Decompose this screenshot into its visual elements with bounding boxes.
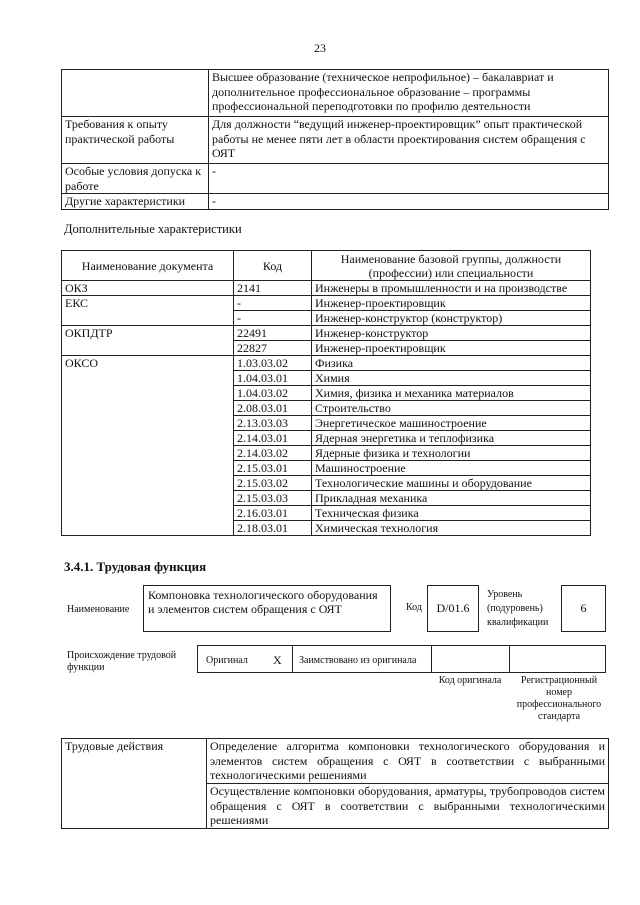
table-row — [62, 401, 591, 416]
origin-label: Происхождение трудовой функции — [67, 650, 177, 673]
level-label: Уровень (подуровень) квалификации — [487, 589, 549, 628]
document-name-cell — [62, 371, 234, 386]
labor-action-item: Определение алгоритма компоновки технологического оборудования и элементов систем обращения с ОЯТ в соответствии с выбранными технологическими решениями — [207, 739, 609, 784]
document-name-cell — [62, 491, 234, 506]
code-cell: 2.08.03.01 — [234, 401, 312, 416]
requirement-label: Требования к опыту практической работы — [62, 117, 209, 164]
code-cell: 2.15.03.01 — [234, 461, 312, 476]
group-name-cell: Прикладная механика — [312, 491, 591, 506]
requirement-label — [62, 70, 209, 117]
document-name-cell — [62, 431, 234, 446]
reg-number-caption: Регистрационный номер профессионального стандарта — [516, 675, 602, 722]
document-name-cell — [62, 506, 234, 521]
table-row — [62, 491, 591, 506]
group-name-cell: Строительство — [312, 401, 591, 416]
code-cell: - — [234, 296, 312, 311]
additional-heading: Дополнительные характеристики — [64, 222, 242, 236]
table-row — [62, 164, 609, 194]
document-name-cell: ЕКС — [62, 296, 234, 311]
code-label: Код — [406, 602, 422, 613]
name-label: Наименование — [67, 604, 130, 615]
document-name-cell — [62, 311, 234, 326]
document-name-cell — [62, 341, 234, 356]
table-row — [62, 416, 591, 431]
code-cell: - — [234, 311, 312, 326]
document-name-cell: ОКСО — [62, 356, 234, 371]
table-row — [62, 739, 609, 784]
table-row — [62, 194, 609, 210]
table-row — [62, 371, 591, 386]
table-row — [62, 521, 591, 536]
function-name: Компоновка технологического оборудования и элементов систем обращения с ОЯТ — [143, 585, 391, 632]
group-name-cell: Ядерные физика и технологии — [312, 446, 591, 461]
requirement-value: - — [209, 194, 609, 210]
group-name-cell: Машиностроение — [312, 461, 591, 476]
additional-table — [61, 250, 591, 536]
table-row — [62, 296, 591, 311]
code-cell: 2.13.03.03 — [234, 416, 312, 431]
group-name-cell: Технологические машины и оборудование — [312, 476, 591, 491]
table-row — [62, 446, 591, 461]
column-header: Код — [234, 251, 312, 281]
labor-action-item: Осуществление компоновки оборудования, арматуры, трубопроводов систем обращения с ОЯТ в соответствии с выбранными технологическими решениями — [207, 784, 609, 829]
table-row — [62, 281, 591, 296]
table-row — [62, 311, 591, 326]
group-name-cell: Техническая физика — [312, 506, 591, 521]
column-header: Наименование документа — [62, 251, 234, 281]
table-row — [62, 431, 591, 446]
labor-actions-table — [61, 738, 609, 829]
origin-code-caption: Код оригинала — [438, 675, 502, 686]
group-name-cell: Энергетическое машиностроение — [312, 416, 591, 431]
table-row — [62, 326, 591, 341]
group-name-cell: Ядерная энергетика и теплофизика — [312, 431, 591, 446]
table-row — [62, 386, 591, 401]
document-name-cell — [62, 476, 234, 491]
labor-function-heading: 3.4.1. Трудовая функция — [64, 559, 207, 574]
requirements-table — [61, 69, 609, 210]
table-row — [62, 476, 591, 491]
level-value: 6 — [561, 585, 606, 632]
group-name-cell: Инженер-конструктор — [312, 326, 591, 341]
requirement-value: Для должности “ведущий инженер-проектировщик” опыт практической работы не менее пяти лет в области проектирования систем обращения с ОЯТ — [209, 117, 609, 164]
group-name-cell: Химия — [312, 371, 591, 386]
document-name-cell — [62, 386, 234, 401]
table-row — [62, 506, 591, 521]
document-name-cell: ОКПДТР — [62, 326, 234, 341]
table-row — [62, 70, 609, 117]
function-code: D/01.6 — [427, 585, 479, 632]
group-name-cell: Инженер-конструктор (конструктор) — [312, 311, 591, 326]
table-row — [62, 341, 591, 356]
group-name-cell: Инженеры в промышленности и на производстве — [312, 281, 591, 296]
group-name-cell: Химическая технология — [312, 521, 591, 536]
borrowed-cell — [292, 645, 432, 673]
reg-number-cell — [509, 645, 606, 673]
code-cell: 2.18.03.01 — [234, 521, 312, 536]
code-cell: 2.16.03.01 — [234, 506, 312, 521]
document-name-cell — [62, 521, 234, 536]
code-cell: 2141 — [234, 281, 312, 296]
original-mark: X — [273, 653, 282, 667]
code-cell: 2.14.03.01 — [234, 431, 312, 446]
document-name-cell: ОКЗ — [62, 281, 234, 296]
group-name-cell: Инженер-проектировщик — [312, 341, 591, 356]
document-name-cell — [62, 416, 234, 431]
code-cell: 22491 — [234, 326, 312, 341]
column-header: Наименование базовой группы, должности (профессии) или специальности — [312, 251, 591, 281]
document-name-cell — [62, 446, 234, 461]
table-row — [62, 356, 591, 371]
original-cell — [197, 645, 293, 673]
table-row — [62, 461, 591, 476]
group-name-cell: Инженер-проектировщик — [312, 296, 591, 311]
requirement-value: Высшее образование (техническое непрофильное) – бакалавриат и дополнительное профессиональное образование – программы профессиональной переподготовки по профилю деятельности — [209, 70, 609, 117]
code-cell: 2.15.03.03 — [234, 491, 312, 506]
table-header-row — [62, 251, 591, 281]
origin-code-cell — [431, 645, 510, 673]
code-cell: 22827 — [234, 341, 312, 356]
group-name-cell: Физика — [312, 356, 591, 371]
document-name-cell — [62, 461, 234, 476]
code-cell: 1.04.03.01 — [234, 371, 312, 386]
code-cell: 2.14.03.02 — [234, 446, 312, 461]
table-row — [62, 117, 609, 164]
code-cell: 1.03.03.02 — [234, 356, 312, 371]
borrowed-label: Заимствовано из оригинала — [299, 655, 417, 666]
code-cell: 1.04.03.02 — [234, 386, 312, 401]
requirement-label: Особые условия допуска к работе — [62, 164, 209, 194]
requirement-label: Другие характеристики — [62, 194, 209, 210]
group-name-cell: Химия, физика и механика материалов — [312, 386, 591, 401]
original-label: Оригинал — [206, 655, 248, 666]
labor-actions-label: Трудовые действия — [62, 739, 207, 829]
page-number: 23 — [314, 41, 326, 55]
document-name-cell — [62, 401, 234, 416]
code-cell: 2.15.03.02 — [234, 476, 312, 491]
requirement-value: - — [209, 164, 609, 194]
